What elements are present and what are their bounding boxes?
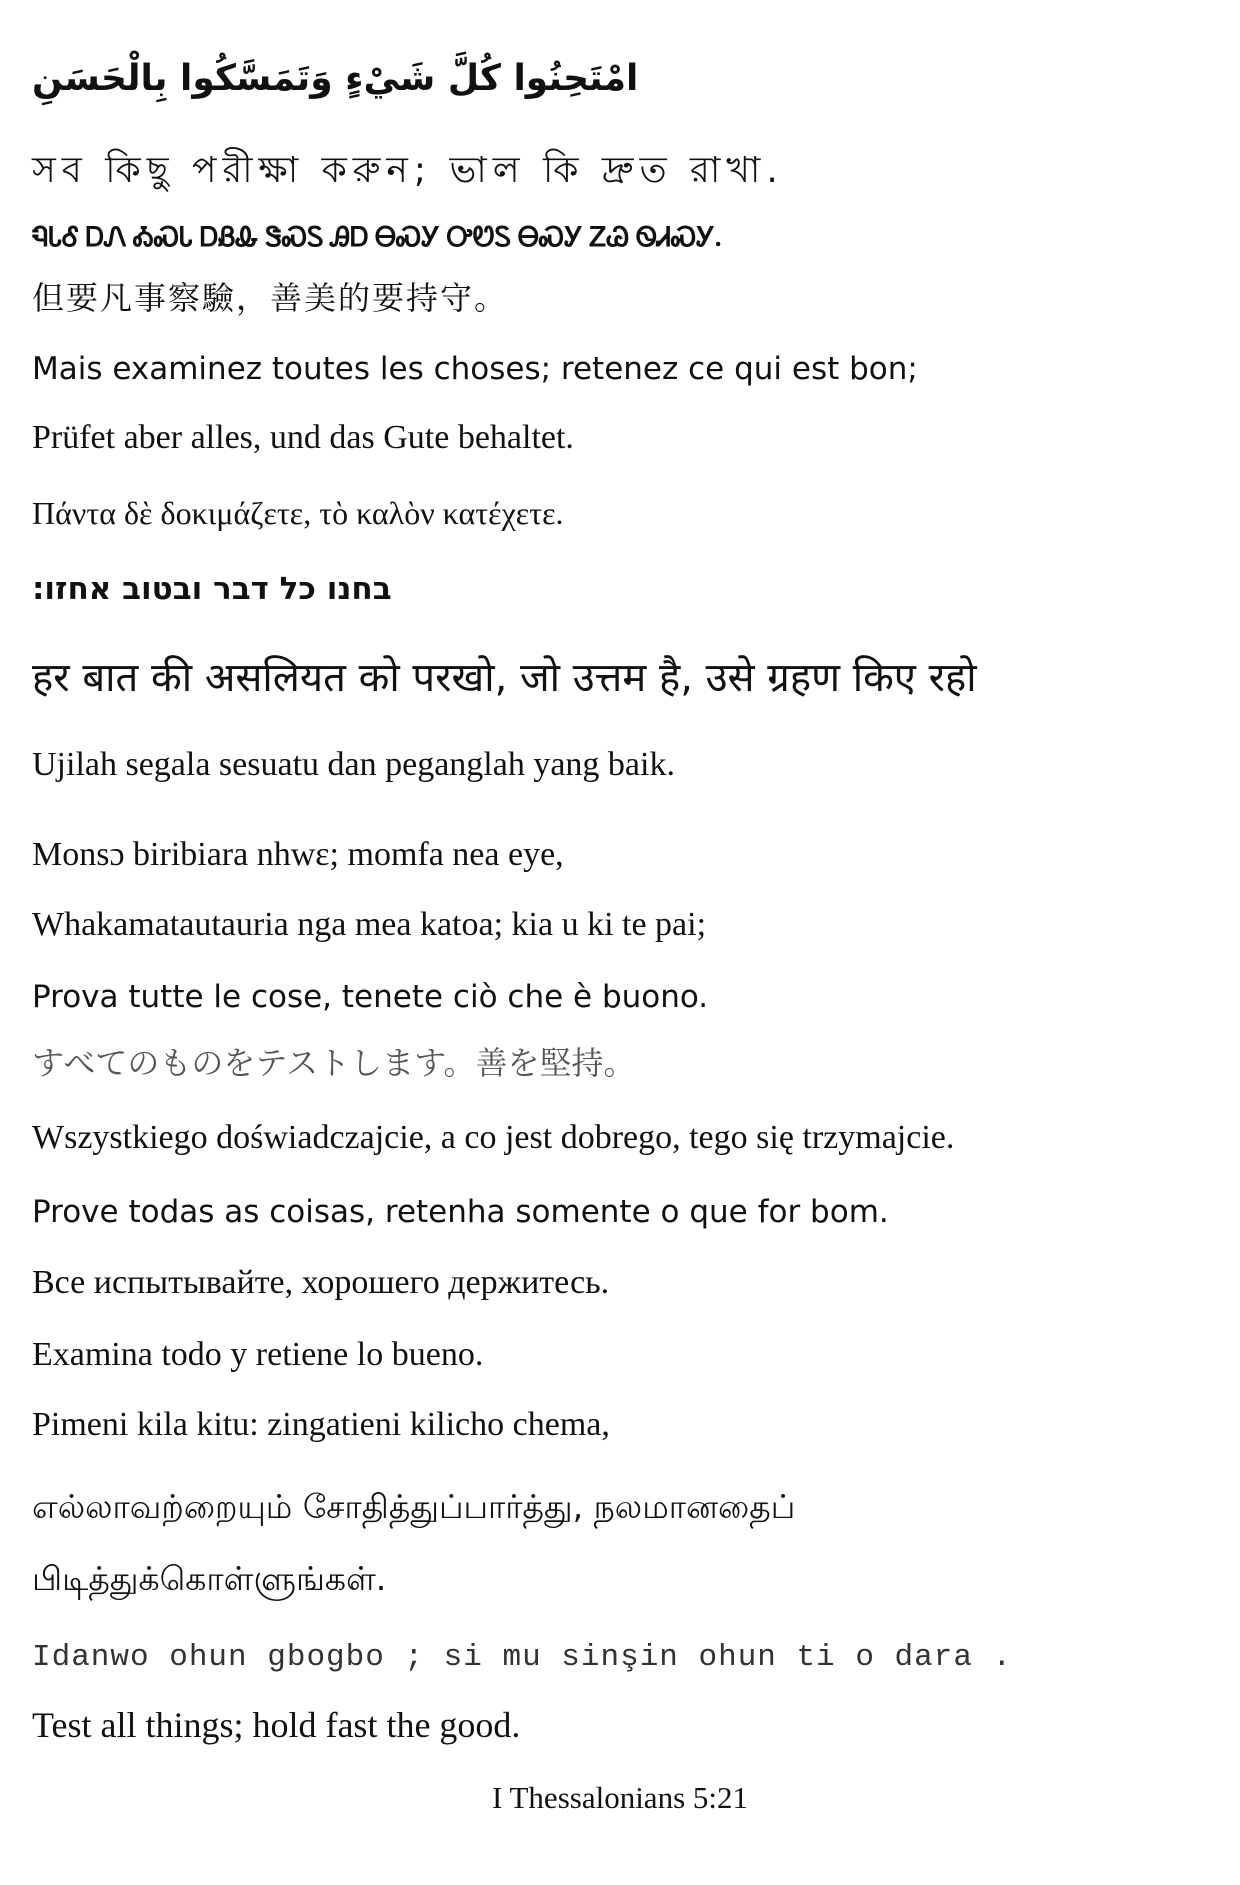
twi-line: Monsɔ biribiara nhwɛ; momfa nea eye, — [32, 836, 564, 873]
german-line: Prüfet aber alles, und das Gute behaltet. — [32, 419, 574, 456]
arabic-line: امْتَحِنُوا كُلَّ شَيْءٍ وَتَمَسَّكُوا بِالْحَسَنِ — [32, 58, 639, 99]
greek-line: Πάντα δὲ δοκιμάζετε, τὸ καλὸν κατέχετε. — [32, 495, 564, 531]
spanish-line: Examina todo y retiene lo bueno. — [32, 1336, 484, 1373]
chinese-line: 但要凡事察驗，善美的要持守。 — [32, 279, 509, 317]
scripture-reference: I Thessalonians 5:21 — [491, 1780, 748, 1815]
japanese-line: すべてのものをテストします。善を堅持。 — [32, 1044, 636, 1082]
polish-line: Wszystkiego doświadczajcie, a co jest dobrego, tego się trzymajcie. — [32, 1119, 955, 1156]
bengali-line: সব কিছু পরীক্ষা করুন; ভাল কি দ্রুত রাখা. — [32, 150, 784, 191]
hebrew-line: בחנו כל דבר ובטוב אחזו: — [32, 571, 392, 607]
cherokee-line: ᏄᏓᎴ ᎠᏁ ᎣᏍᏓ ᎠᏰᎲ ᏕᏍᏚ ᎯᎠ ᎾᏍᎩ ᎤᏬᏚ ᎾᏍᎩ ᏃᏊ ᏫᏗᏍᎩ. — [32, 222, 722, 252]
hindi-line: हर बात की असलियत को परखो, जो उत्तम है, उसे ग्रहण किए रहो — [32, 655, 977, 701]
yoruba-line: Idanwo ohun gbogbo ; si mu sinşin ohun ti o dara . — [32, 1640, 1013, 1675]
indonesian-line: Ujilah segala sesuatu dan peganglah yang baik. — [32, 746, 675, 783]
tamil-line-1: எல்லாவற்றையும் சோதித்துப்பார்த்து, நலமானதைப் — [32, 1487, 796, 1526]
maori-line: Whakamatautauria nga mea katoa; kia u ki te pai; — [32, 906, 707, 943]
tamil-line-2: பிடித்துக்கொள்ளுங்கள். — [32, 1559, 387, 1598]
english-line: Test all things; hold fast the good. — [32, 1705, 521, 1745]
swahili-line: Pimeni kila kitu: zingatieni kilicho chema, — [32, 1406, 610, 1443]
russian-line: Все испытывайте, хорошего держитесь. — [32, 1264, 610, 1301]
portuguese-line: Prove todas as coisas, retenha somente o que for bom. — [32, 1194, 889, 1230]
italian-line: Prova tutte le cose, tenete ciò che è buono. — [32, 979, 709, 1015]
french-line: Mais examinez toutes les choses; retenez ce qui est bon; — [32, 351, 918, 387]
